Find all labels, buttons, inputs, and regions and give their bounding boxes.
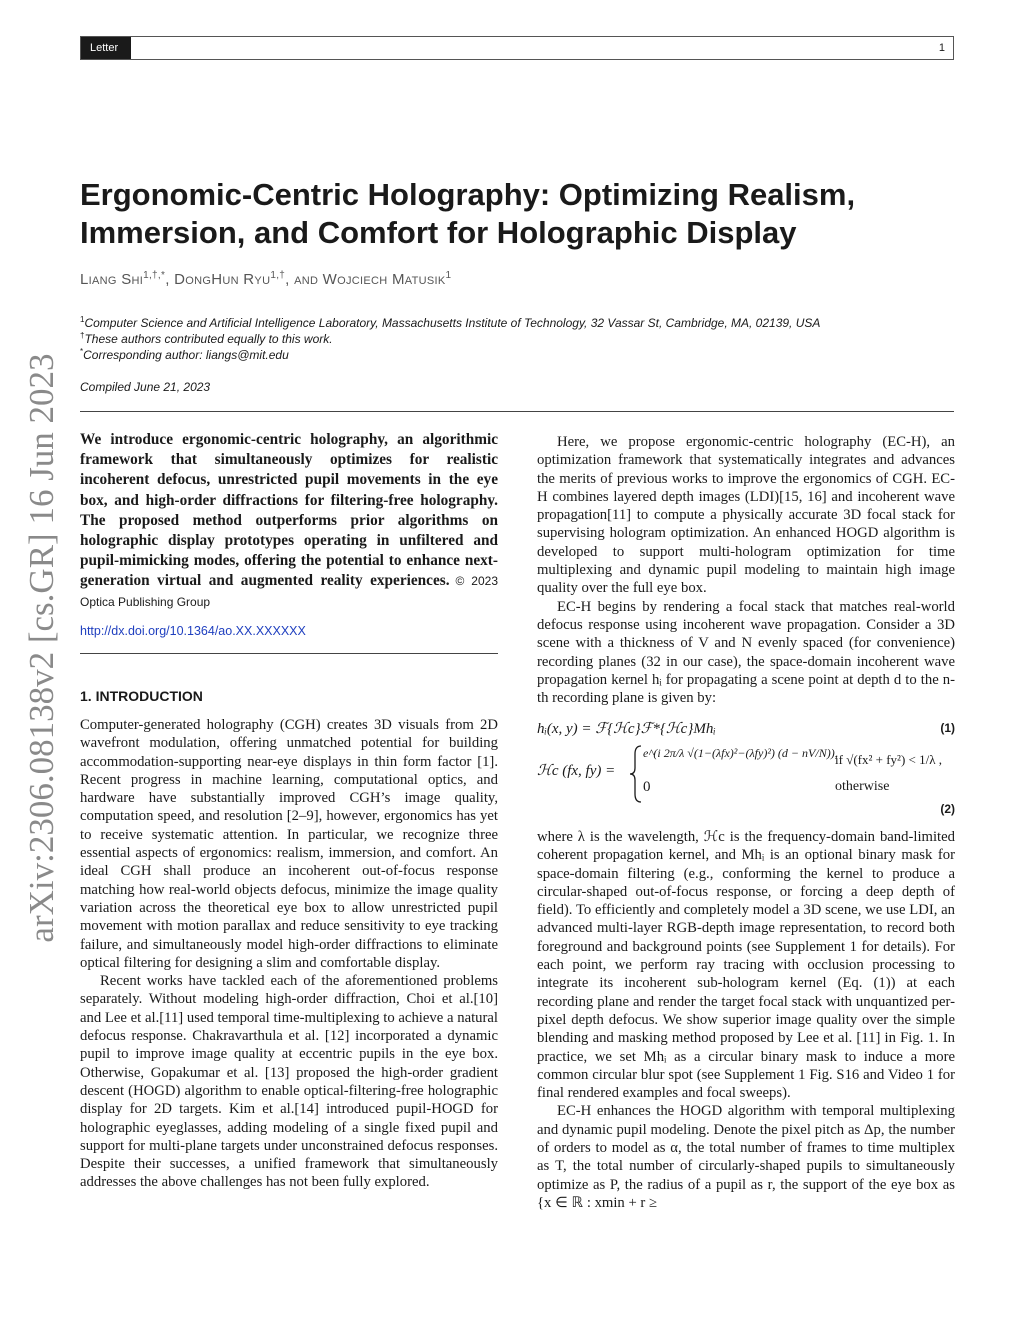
equation-expression: hᵢ(x, y) = ℱ{ℋc}ℱ*{ℋc}Mhᵢ <box>537 721 716 737</box>
paragraph: Computer-generated holography (CGH) creates 3D visuals from 2D wavefront modulation, offering unmatched potential for building accommodation-supporting near-eye displays in thin form factor [1]. Recent progress in machine learning, computational optics, and hardware have substantially improved CGH’s image quality, computation speed, and resolution [2–9], however, ergonomics has yet to receive systematic attention. In particular, we recognize three essential aspects of ergonomics: realism, immersion, and comfort. An ideal CGH shall produce an incoherent out-of-focus response matching how real-world objects defocus, minimize the image quality variation across the theoretical eye box to allow unrestricted pupil movement with motion parallax and reduce sensitivity to eye tracking failure, and simultaneously model high-order diffractions to eliminate optical filtering for designing a slim and comfortable display. <box>80 717 498 971</box>
doi-link[interactable]: http://dx.doi.org/10.1364/ao.XX.XXXXXX <box>80 624 306 638</box>
author-list: Liang Shi$^{1,\dagger,*}$, DongHun Ryu$^{1,\dagger}$, and Wojciech Matusik$^1$ <box>80 270 452 288</box>
abstract <box>80 430 498 612</box>
equation-case: e^(i 2π/λ √(1−(λfx)²−(λfy)²) (d − nV/N)), <box>643 746 838 760</box>
right-column-top <box>537 433 955 707</box>
right-column-bottom <box>537 828 955 1212</box>
page-number: 1 <box>938 42 945 54</box>
abstract-text: We introduce ergonomic-centric holography, an algorithmic framework that simultaneously optimizes for realistic incoherent defocus, unrestricted pupil movements in the eye box, and high-order diffractions for filtering-free holography. The proposed method outperforms prior algorithms on holographic display prototypes operating in unfiltered and pupil-mimicking modes, offering the potential to enhance next-generation virtual and augmented reality experiences. <box>80 431 498 590</box>
affiliation <box>80 344 960 363</box>
divider <box>80 653 498 654</box>
equation-case: 0 <box>643 779 651 795</box>
header-label: Letter <box>81 37 131 59</box>
left-column <box>80 716 498 1192</box>
cases-brace <box>629 744 643 804</box>
equation-condition: if √(fx² + fy²) < 1/λ , <box>835 752 943 767</box>
paragraph: where λ is the wavelength, ℋc is the frequency-domain band-limited coherent propagation kernel, and Mhᵢ is an optional binary mask for space-domain filtering (e.g., conforming the kernel to produce a circular-shaped out-of-focus response, or forcing a deep depth of field). To efficiently and completely model a 3D scene, we use LDI, an advanced multi-layer RGB-depth image representation, to record both foreground and background points (see Supplement 1 for details). For each point, we perform ray tracing with occlusion processing to integrate its incoherent sub-hologram kernel (Eq. (1)) at each recording plane and render the target focal stack with unquantized per-pixel depth defocus. We show superior image quality over the simple blending and masking method proposed by Lee et al. [11] in Fig. 1. In practice, we set Mhᵢ as a circular binary mask to induce a more common circular blur spot (see Supplement 1 Fig. S16 and Video 1 for final rendered examples and focal sweeps). <box>537 829 955 1102</box>
header-bar <box>80 36 954 60</box>
equation-1 <box>537 719 955 741</box>
affiliation-mark: * <box>80 347 84 356</box>
copyright: © 2023 Optica Publishing Group <box>80 574 499 609</box>
author-name: Wojciech Matusik <box>322 271 446 288</box>
affiliation-mark: † <box>80 331 85 340</box>
equation-number: (1) <box>940 721 955 735</box>
equation-number: (2) <box>940 802 955 816</box>
arxiv-identifier: arXiv:2306.08138v2 [cs.GR] 16 Jun 2023 <box>22 353 61 943</box>
author-name: DongHun Ryu <box>174 271 271 288</box>
paragraph: EC-H begins by rendering a focal stack that matches real-world defocus response using incoherent wave propagation. Consider a 3D scene with a thickness of V and N evenly spaced (for convenience) recording planes (32 in our case), the space-domain incoherent wave propagation kernel hᵢ for propagating a scene point at depth d to the n-th recording plane is given by: <box>537 598 955 707</box>
paper-title: Ergonomic-Centric Holography: Optimizing Realism, Immersion, and Comfort for Holographic Display <box>80 177 856 250</box>
paragraph: Here, we propose ergonomic-centric holography (EC-H), an optimization framework that systematically integrates and advances the merits of previous works to improve the ergonomics of CGH. EC-H combines layered depth images (LDI)[15, 16] and incoherent wave propagation[11] to compute a physically accurate 3D focal stack for supervising hologram optimization. An enhanced HOGD algorithm is developed to support multi-hologram optimization for time multiplexing and dynamic pupil modeling to maintain high image quality over the full eye box. <box>537 434 955 597</box>
author-separator: , and <box>285 271 323 288</box>
affiliation-text: Computer Science and Artificial Intelligence Laboratory, Massachusetts Institute of Technology, 32 Vassar St, Cambridge, MA, 02139, USA <box>84 316 821 330</box>
author-name: Liang Shi <box>80 271 144 288</box>
equation-condition: otherwise <box>835 779 890 794</box>
affiliation-text: Corresponding author: liangs@mit.edu <box>83 348 289 362</box>
author-affiliation-mark: 1 <box>445 270 452 281</box>
section-heading: 1. INTRODUCTION <box>80 688 203 704</box>
affiliation-mark: 1 <box>80 315 85 324</box>
paragraph: Recent works have tackled each of the aforementioned problems separately. Without modeling high-order diffraction, Choi et al.[10] and Lee et al.[11] used temporal time-multiplexing to achieve a natural defocus response. Chakravarthula et al. [12] incorporated a dynamic pupil to improve image quality at eccentric pupils in the eye box. Otherwise, Gopakumar et al. [13] proposed the high-order gradient descent (HOGD) algorithm to enable optical-filtering-free holographic display for 2D targets. Kim et al.[14] introduced pupil-HOGD for holographic eyeglasses, adding modeling of a single fixed pupil and support for multi-plane targets under unconstrained defocus responses. Despite their successes, a unified framework that simultaneously addresses the above challenges has not been fully explored. <box>80 973 498 1191</box>
equation-expression: ℋc (fx, fy) = <box>537 763 616 779</box>
affiliation-text: These authors contributed equally to this work. <box>84 332 333 346</box>
equation-2 <box>537 744 955 824</box>
divider <box>80 411 954 412</box>
paragraph: EC-H enhances the HOGD algorithm with temporal multiplexing and dynamic pupil modeling. Denote the pixel pitch as Δp, the number of orders to model as α, the total number of frames to time multiplex as T, the total number of circularly-shaped pupils to simultaneously optimize as P, the radius of a pupil as r, the support of the eye box as {x ∈ ℝ : xmin + r ≥ <box>537 1103 955 1211</box>
author-affiliation-mark: 1,† <box>270 270 286 281</box>
compiled-date: Compiled June 21, 2023 <box>80 380 211 394</box>
author-affiliation-mark: 1,†,* <box>143 270 166 281</box>
